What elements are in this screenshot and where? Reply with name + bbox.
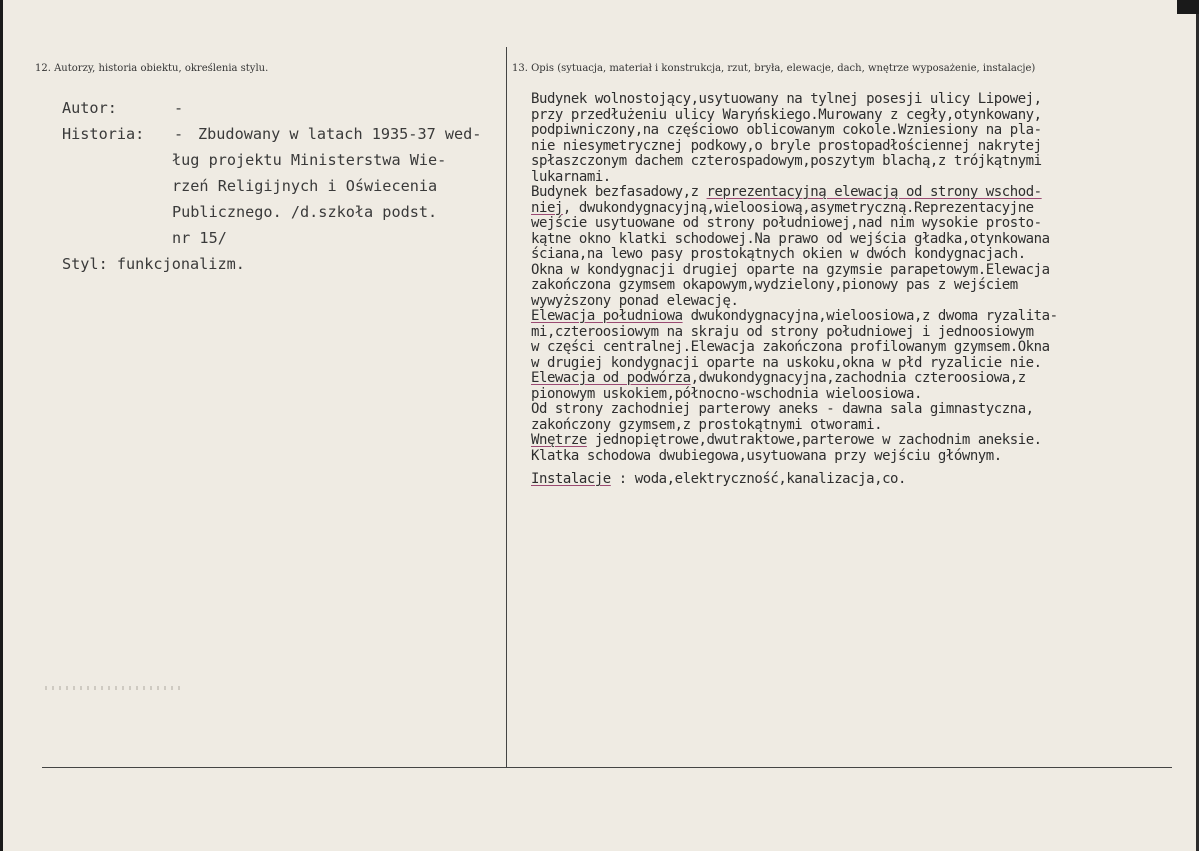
text-line: zakończona gzymsem okapowym,wydzielony,pionowy pas z wejściem — [531, 277, 1018, 293]
history-line: Zbudowany w latach 1935-37 wed- — [198, 125, 482, 143]
underlined-phrase: Elewacja południowa — [531, 308, 683, 324]
author-row — [62, 95, 481, 121]
text-line: lukarnami. — [531, 168, 611, 185]
history-line: rzeń Religijnych i Oświecenia — [172, 177, 438, 195]
history-dash: - — [174, 125, 184, 143]
text-line: zakończony gzymsem,z prostokątnymi otworami. — [531, 416, 883, 433]
text-line — [531, 201, 1191, 217]
history-line: ług projektu Ministerstwa Wie- — [172, 151, 447, 169]
history-line: Publicznego. /d.szkoła podst. — [172, 203, 438, 221]
text-line: spłaszczonym dachem czterospadowym,poszytym blachą,z trójkątnymi — [531, 153, 1042, 169]
history-label: Historia: — [62, 125, 145, 143]
text-line: w części centralnej.Elewacja zakończona profilowanym gzymsem.Okna — [531, 339, 1050, 355]
style-line: Styl: funkcjonalizm. — [62, 255, 245, 273]
text-line: wywyższony ponad elewację. — [531, 292, 739, 309]
text-line — [531, 185, 1191, 201]
card-edge-left — [0, 0, 3, 851]
text-line: Budynek wolnostojący,usytuowany na tylnej posesji ulicy Lipowej, — [531, 91, 1042, 107]
section-13-header: 13. Opis (sytuacja, materiał i konstrukcja, rzut, bryła, elewacje, dach, wnętrze wyposażenie, instalacje) — [512, 63, 1036, 74]
text-fragment: ,dwukondygnacyjna,zachodnia czteroosiowa,z — [690, 370, 1026, 386]
text-line: Od strony zachodniej parterowy aneks - dawna sala gimnastyczna, — [531, 401, 1034, 417]
author-value: - — [174, 99, 184, 117]
underlined-phrase: reprezentacyjną elewacją od strony wschod- — [706, 184, 1042, 200]
underlined-phrase: Elewacja od podwórza — [531, 370, 691, 386]
text-fragment: jednopiętrowe,dwutraktowe,parterowe w zachodnim aneksie. — [586, 432, 1042, 448]
history-row — [62, 121, 481, 147]
text-line: mi,czteroosiowym na skraju od strony południowej i jednoosiowym — [531, 323, 1034, 340]
column-divider — [506, 47, 507, 767]
bottom-rule — [42, 767, 1172, 768]
text-line: podpiwniczony,na częściowo oblicowanym cokole.Wzniesiony na pla- — [531, 122, 1042, 138]
authors-history-style — [62, 95, 481, 277]
underlined-phrase: Instalacje — [531, 471, 611, 487]
text-line: przy przedłużeniu ulicy Waryńskiego.Murowany z cegły,otynkowany, — [531, 106, 1042, 123]
author-label: Autor: — [62, 99, 117, 117]
description-text — [531, 92, 1191, 488]
underlined-phrase: Wnętrze — [531, 432, 587, 448]
text-fragment: dwukondygnacyjna,wieloosiowa,z dwoma ryzalita- — [682, 308, 1058, 324]
text-line: ściana,na lewo pasy prostokątnych okien w dwóch kondygnacjach. — [531, 246, 1026, 262]
text-line: w drugiej kondygnacji oparte na uskoku,okna w płd ryzalicie nie. — [531, 354, 1042, 371]
text-fragment: , dwukondygnacyjną,wieloosiową,asymetryczną.Reprezentacyjne — [562, 199, 1034, 216]
text-line — [531, 472, 1191, 488]
corner-mark — [1177, 0, 1199, 14]
text-line: Okna w kondygnacji drugiej oparte na gzymsie parapetowym.Elewacja — [531, 261, 1050, 278]
text-line — [531, 371, 1191, 387]
text-line: nie niesymetrycznej podkowy,o bryle prostopadłościennej nakrytej — [531, 137, 1042, 154]
text-line: Klatka schodowa dwubiegowa,usytuowana przy wejściu głównym. — [531, 447, 1002, 464]
history-line: nr 15/ — [172, 229, 227, 247]
text-fragment: : woda,elektryczność,kanalizacja,co. — [610, 471, 907, 487]
text-line — [531, 309, 1191, 325]
faint-smudge — [45, 686, 185, 690]
text-fragment: Budynek bezfasadowy,z — [531, 184, 707, 200]
text-line: pionowym uskokiem,północno-wschodnia wieloosiowa. — [531, 385, 922, 402]
text-line — [531, 433, 1191, 449]
text-line: wejście usytuowane od strony południowej,nad nim wysokie prosto- — [531, 215, 1042, 231]
underlined-phrase: niej — [531, 199, 563, 216]
section-12-header: 12. Autorzy, historia obiektu, określenia stylu. — [35, 63, 269, 74]
text-line: kątne okno klatki schodowej.Na prawo od wejścia gładka,otynkowana — [531, 230, 1050, 247]
